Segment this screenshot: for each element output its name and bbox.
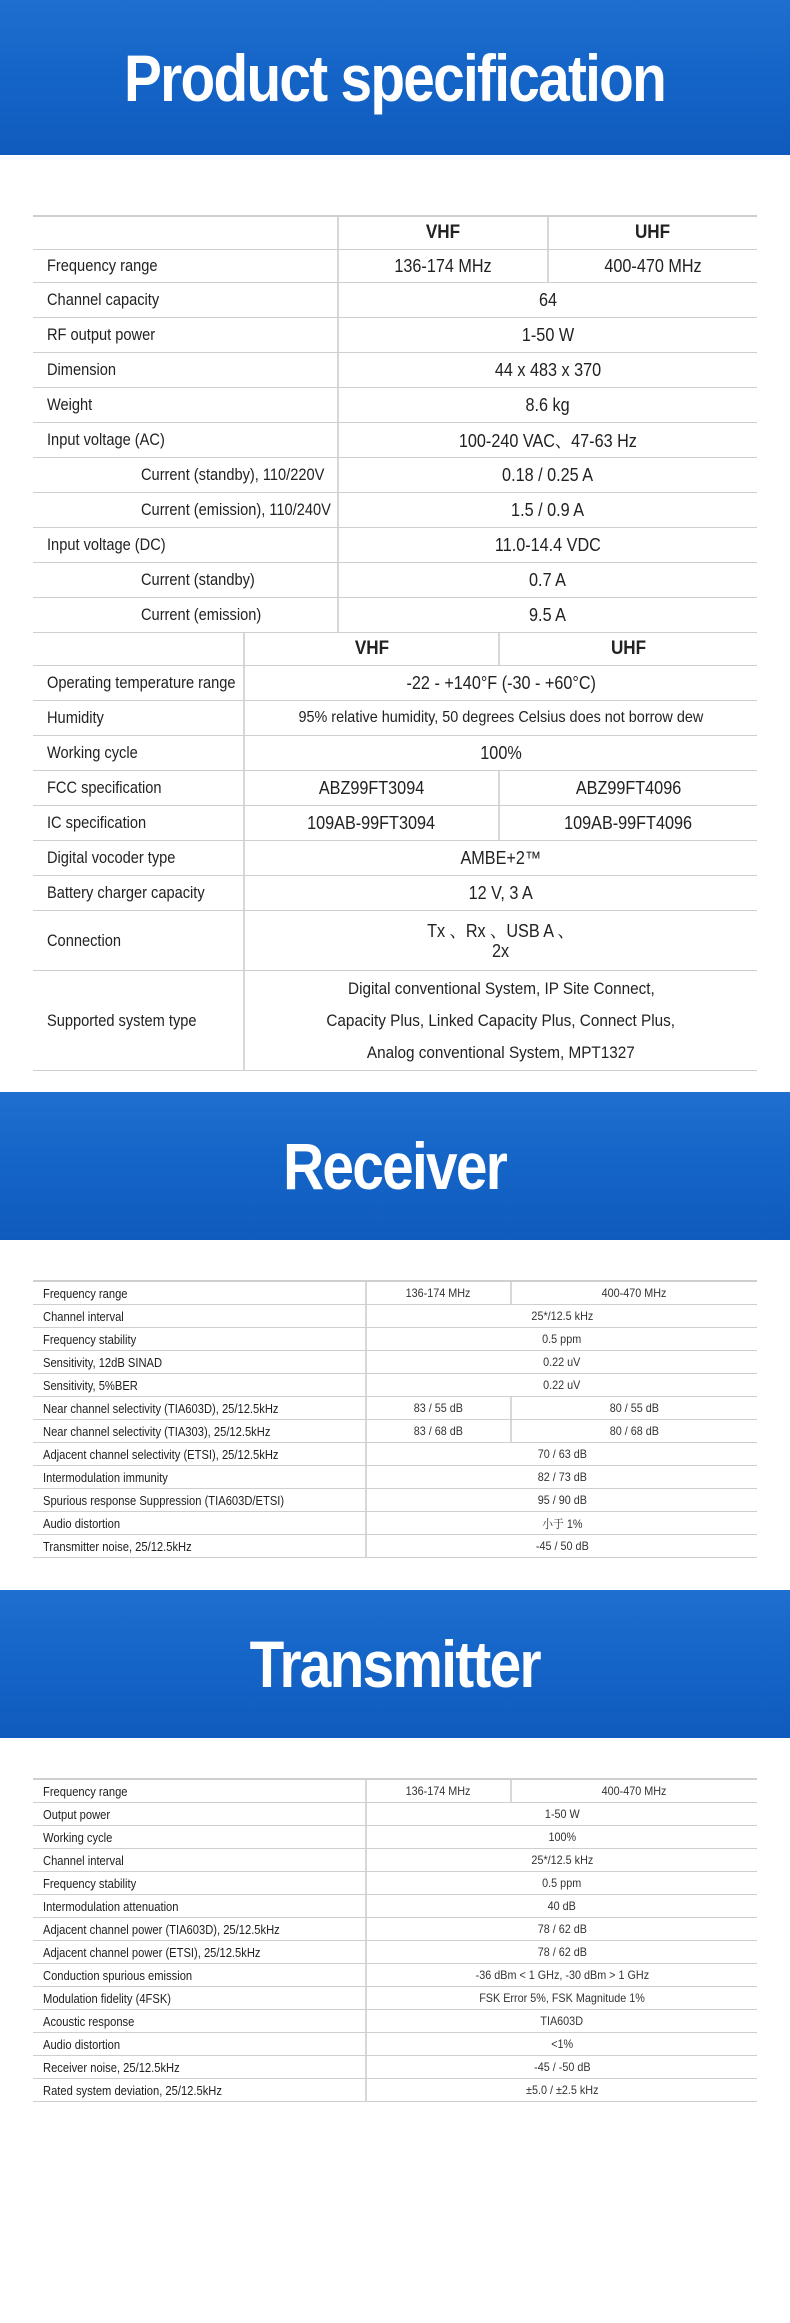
table-row: Acoustic response TIA603D — [33, 2010, 757, 2033]
table-row: Adjacent channel power (ETSI), 25/12.5kHz 78 / 62 dB — [33, 1941, 757, 1964]
table-row: Humidity 95% relative humidity, 50 degrees Celsius does not borrow dew — [33, 701, 757, 736]
table-row: Input voltage (AC) 100-240 VAC、47-63 Hz — [33, 423, 757, 458]
table-row: Current (emission), 110/240V 1.5 / 0.9 A — [33, 493, 757, 528]
table-row: Frequency range 136-174 MHz 400-470 MHz — [33, 1780, 757, 1803]
table-row: Spurious response Suppression (TIA603D/ETSI) 95 / 90 dB — [33, 1489, 757, 1512]
table-row: Digital vocoder type AMBE+2™ — [33, 841, 757, 876]
table-row: Sensitivity, 12dB SINAD 0.22 uV — [33, 1351, 757, 1374]
table-row: Frequency stability 0.5 ppm — [33, 1328, 757, 1351]
spec-header-row-2 — [33, 633, 757, 666]
table-row: Operating temperature range -22 - +140°F (-30 - +60°C) — [33, 666, 757, 701]
table-row: IC specification 109AB-99FT3094 109AB-99FT4096 — [33, 806, 757, 841]
receiver-table — [33, 1280, 757, 1558]
spec-header-row — [33, 217, 757, 250]
transmitter-banner — [0, 1590, 790, 1738]
table-row: Current (standby), 110/220V 0.18 / 0.25 A — [33, 458, 757, 493]
table-row: Adjacent channel power (TIA603D), 25/12.5kHz 78 / 62 dB — [33, 1918, 757, 1941]
table-row: Transmitter noise, 25/12.5kHz -45 / 50 dB — [33, 1535, 757, 1558]
table-row: Near channel selectivity (TIA603D), 25/12.5kHz 83 / 55 dB 80 / 55 dB — [33, 1397, 757, 1420]
table-row: Output power 1-50 W — [33, 1803, 757, 1826]
table-row: Sensitivity, 5%BER 0.22 uV — [33, 1374, 757, 1397]
vhf-header-2: VHF — [243, 633, 498, 665]
receiver-banner — [0, 1092, 790, 1240]
table-row: Input voltage (DC) 11.0-14.4 VDC — [33, 528, 757, 563]
table-row: Channel interval 25*/12.5 kHz — [33, 1305, 757, 1328]
table-row: FCC specification ABZ99FT3094 ABZ99FT4096 — [33, 771, 757, 806]
table-row: Connection Tx 、Rx 、USB A 、 2x — [33, 911, 757, 971]
table-row: Frequency range 136-174 MHz 400-470 MHz — [33, 1282, 757, 1305]
table-row: Intermodulation immunity 82 / 73 dB — [33, 1466, 757, 1489]
table-row: Intermodulation attenuation 40 dB — [33, 1895, 757, 1918]
table-row: Conduction spurious emission -36 dBm < 1 GHz, -30 dBm > 1 GHz — [33, 1964, 757, 1987]
uhf-header: UHF — [547, 217, 757, 249]
table-row: Rated system deviation, 25/12.5kHz ±5.0 / ±2.5 kHz — [33, 2079, 757, 2102]
table-row: Current (emission) 9.5 A — [33, 598, 757, 633]
table-row: Receiver noise, 25/12.5kHz -45 / -50 dB — [33, 2056, 757, 2079]
table-row: Battery charger capacity 12 V, 3 A — [33, 876, 757, 911]
table-row: RF output power 1-50 W — [33, 318, 757, 353]
spec-table — [33, 215, 757, 1071]
table-row: Audio distortion 小于 1% — [33, 1512, 757, 1535]
table-row: Frequency range 136-174 MHz 400-470 MHz — [33, 250, 757, 283]
spec-banner-title: Product specification — [124, 40, 666, 115]
spec-banner — [0, 0, 790, 155]
transmitter-table — [33, 1778, 757, 2102]
table-row: Audio distortion <1% — [33, 2033, 757, 2056]
table-row: Near channel selectivity (TIA303), 25/12.5kHz 83 / 68 dB 80 / 68 dB — [33, 1420, 757, 1443]
table-row: Adjacent channel selectivity (ETSI), 25/12.5kHz 70 / 63 dB — [33, 1443, 757, 1466]
transmitter-banner-title: Transmitter — [249, 1627, 541, 1701]
table-row: Supported system type Digital conventional System, IP Site Connect, Capacity Plus, Linked Capacity Plus, Connect Plus, Analog conventional System, MPT1327 — [33, 971, 757, 1071]
table-row: Working cycle 100% — [33, 736, 757, 771]
receiver-banner-title: Receiver — [283, 1129, 507, 1203]
table-row: Frequency stability 0.5 ppm — [33, 1872, 757, 1895]
table-row: Channel interval 25*/12.5 kHz — [33, 1849, 757, 1872]
table-row: Working cycle 100% — [33, 1826, 757, 1849]
uhf-header-2: UHF — [498, 633, 757, 665]
table-row: Dimension 44 x 483 x 370 — [33, 353, 757, 388]
table-row: Modulation fidelity (4FSK) FSK Error 5%, FSK Magnitude 1% — [33, 1987, 757, 2010]
vhf-header: VHF — [337, 217, 547, 249]
table-row: Channel capacity 64 — [33, 283, 757, 318]
table-row: Current (standby) 0.7 A — [33, 563, 757, 598]
table-row: Weight 8.6 kg — [33, 388, 757, 423]
